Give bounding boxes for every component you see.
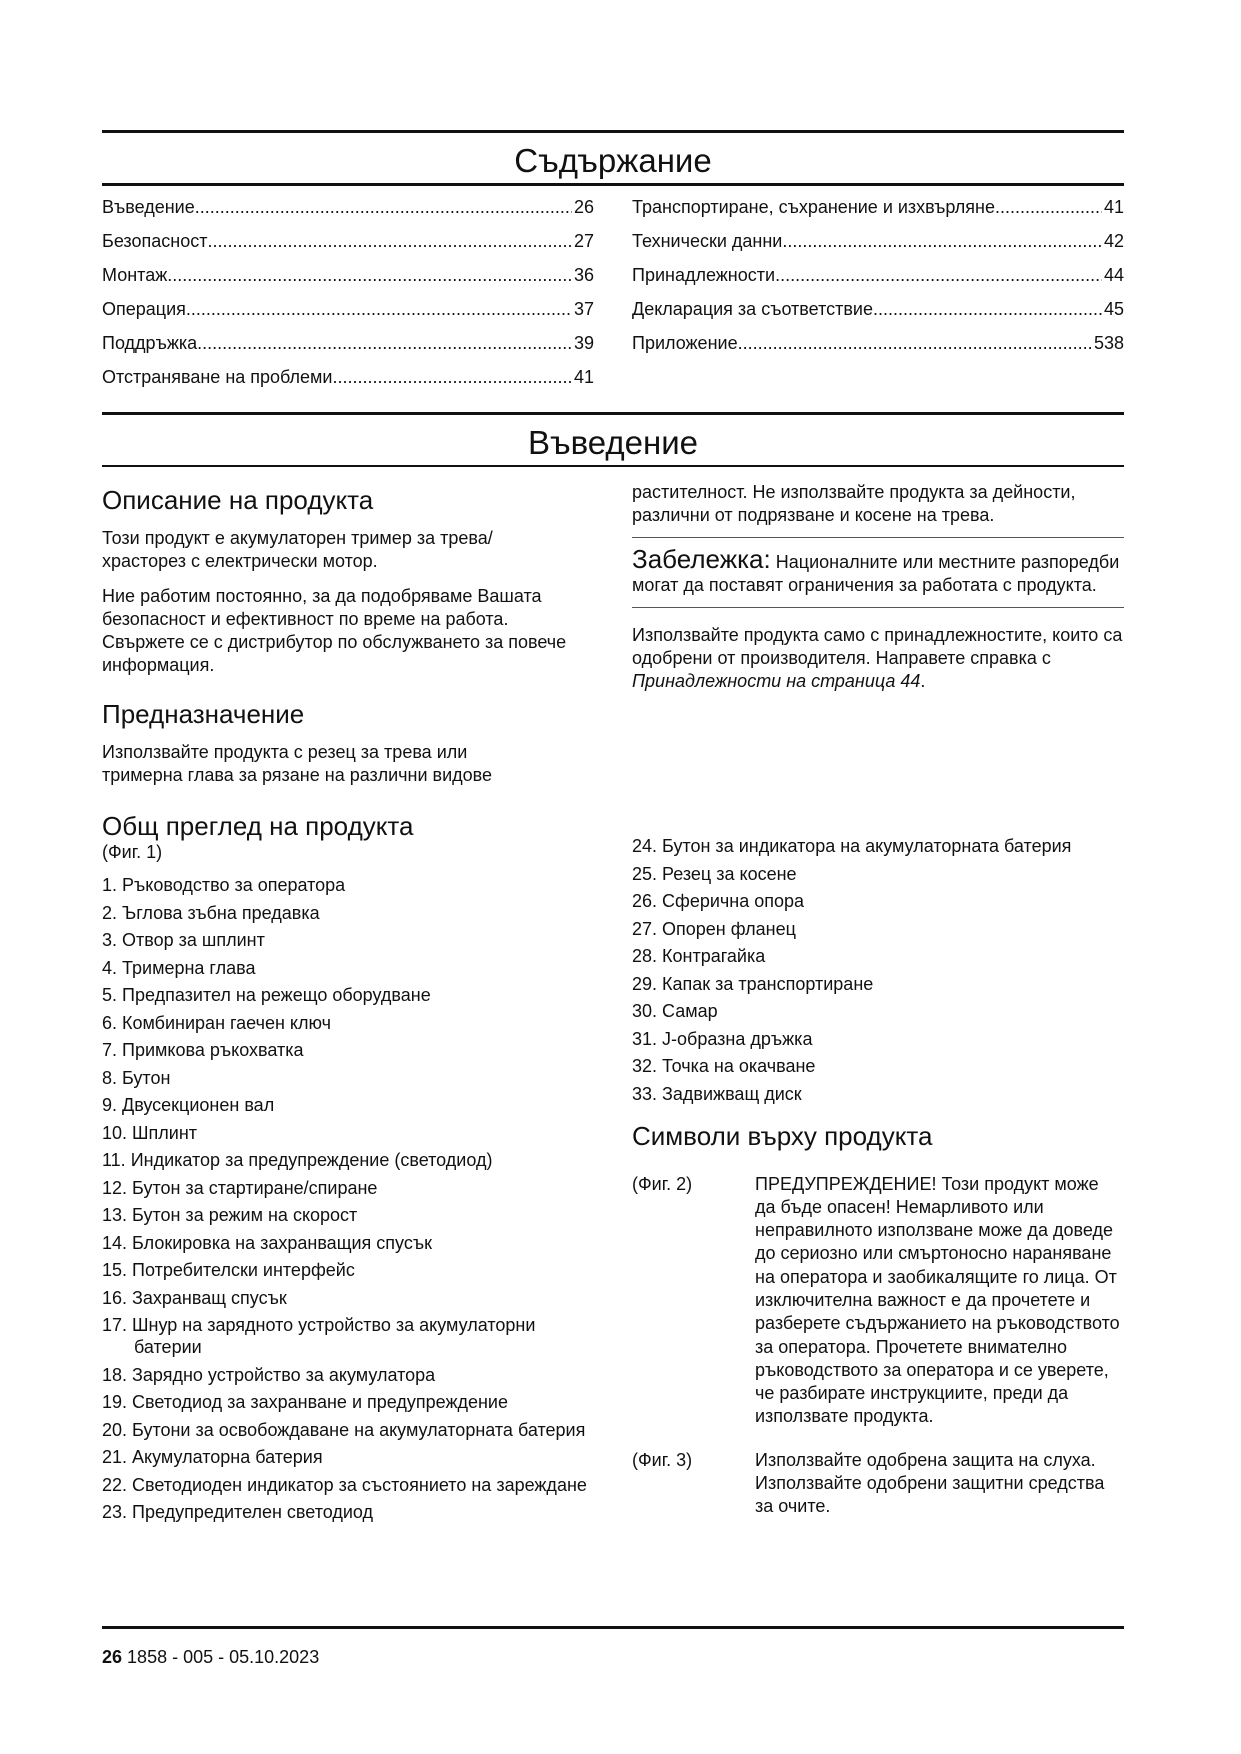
purpose-heading: Предназначение — [102, 699, 305, 729]
intro-upper-columns — [102, 481, 1124, 787]
symbol-fig-ref: (Фиг. 3) — [632, 1449, 693, 1470]
list-item: 11. Индикатор за предупреждение (светодиод) — [102, 1150, 493, 1170]
list-item: 19. Светодиод за захранване и предупреждение — [102, 1392, 509, 1412]
note-paragraph — [632, 544, 1124, 597]
footer-text — [102, 1647, 1124, 1668]
toc-page-number: 26 — [573, 196, 594, 217]
description-heading: Описание на продукта — [102, 485, 374, 515]
note-label: Забележка: — [632, 544, 771, 574]
page-footer — [102, 1626, 1124, 1668]
accessories-note: Използвайте продукта само с принадлежностите, които са одобрени от производителя. Направете справка с Принадлежности на страница 44. — [632, 625, 1123, 691]
list-item: 5. Предпазител на режещо оборудване — [102, 985, 431, 1005]
list-item: 9. Двусекционен вал — [102, 1095, 275, 1115]
list-item: 26. Сферична опора — [632, 891, 805, 911]
list-item: 17. Шнур на зарядното устройство за акумулаторни батерии — [102, 1315, 536, 1357]
overview-right-column — [632, 811, 1124, 1529]
list-item: 22. Светодиоден индикатор за състоянието на зареждане — [102, 1474, 587, 1495]
toc-entry-safety[interactable]: Безопасност ..... 27 — [102, 230, 594, 264]
toc-page-number: 538 — [1093, 332, 1124, 353]
purpose-paragraph: Използвайте продукта с резец за трева или тримерна глава за рязане на различни видове — [102, 742, 493, 785]
symbol-description: ПРЕДУПРЕЖДЕНИЕ! Този продукт може да бъде опасен! Немарливото или неправилното използване може да доведе до сериозно или смъртоносно нараняване на оператора и заобикалящите го лица. От изключителна важност е да прочетете и разберете съдържанието на ръководството за оператора. Прочетете внимателно ръководството за оператора и се уверете, че разбирате инструкциите, преди да използвате продукта. — [755, 1173, 1120, 1427]
list-item: 8. Бутон — [102, 1067, 171, 1088]
document-page — [102, 130, 1124, 1529]
list-item: 10. Шплинт — [102, 1122, 198, 1143]
symbols-heading: Символи върху продукта — [632, 1120, 933, 1151]
toc-top-rule — [102, 130, 1124, 133]
symbol-row — [632, 1449, 1124, 1519]
symbols-table — [632, 1173, 1124, 1519]
list-item: 27. Опорен фланец — [632, 918, 796, 939]
toc-page-number: 41 — [573, 366, 594, 387]
toc-page-number: 44 — [1103, 264, 1124, 285]
list-item: 33. Задвижващ диск — [632, 1083, 802, 1104]
overview-fig-ref: (Фиг. 1) — [102, 842, 163, 862]
toc-page-number: 42 — [1103, 230, 1124, 251]
toc-page-number: 37 — [573, 298, 594, 319]
accessories-link[interactable]: Принадлежности на страница 44 — [632, 671, 921, 691]
list-item: 31. J-образна дръжка — [632, 1028, 813, 1049]
list-item: 16. Захранващ спусък — [102, 1287, 287, 1308]
list-item: 4. Тримерна глава — [102, 957, 256, 978]
intro-lower-columns — [102, 811, 1124, 1529]
toc-page-number: 36 — [573, 264, 594, 285]
list-item: 23. Предупредителен светодиод — [102, 1502, 374, 1522]
description-paragraph-1: Този продукт е акумулаторен тример за трева/храсторез с електрически мотор. — [102, 528, 493, 571]
symbol-row — [632, 1173, 1124, 1429]
toc-entry-maintenance[interactable]: Поддръжка ..... 39 — [102, 332, 594, 366]
toc-page-number: 39 — [573, 332, 594, 353]
toc-entry-troubleshooting[interactable]: Отстраняване на проблеми ..... 41 — [102, 366, 594, 400]
intro-title: Въведение — [527, 423, 699, 461]
intro-right-column — [632, 481, 1124, 787]
toc-entry-appendix[interactable]: Приложение ..... 538 — [632, 332, 1124, 366]
toc-page-number: 45 — [1103, 298, 1124, 319]
intro-left-column — [102, 481, 594, 787]
note-text: Националните или местните разпоредби могат да поставят ограничения за работата с продукта. — [632, 552, 1120, 595]
list-item: 29. Капак за транспортиране — [632, 973, 874, 994]
toc-entry-assembly[interactable]: Монтаж ..... 36 — [102, 264, 594, 298]
overview-left-column — [102, 811, 594, 1529]
toc-page-number: 27 — [573, 230, 594, 251]
toc-entry-accessories[interactable]: Принадлежности ..... 44 — [632, 264, 1124, 298]
description-paragraph-2: Ние работим постоянно, за да подобряваме Вашата безопасност и ефективност по време на работа. Свържете се с дистрибутор по обслужването за повече информация. — [102, 586, 567, 675]
list-item: 6. Комбиниран гаечен ключ — [102, 1012, 331, 1033]
toc-entry-transport[interactable]: Транспортиране, съхранение и изхвърляне ..... 41 — [632, 196, 1124, 230]
overview-items-left — [102, 874, 594, 1523]
list-item: 32. Точка на окачване — [632, 1056, 816, 1076]
toc-entry-operation[interactable]: Операция ..... 37 — [102, 298, 594, 332]
list-item: 21. Акумулаторна батерия — [102, 1447, 323, 1467]
toc-entry-technical-data[interactable]: Технически данни ..... 42 — [632, 230, 1124, 264]
symbol-fig-ref: (Фиг. 2) — [632, 1173, 693, 1194]
list-item: 24. Бутон за индикатора на акумулаторната батерия — [632, 836, 1072, 856]
list-item: 18. Зарядно устройство за акумулатора — [102, 1364, 436, 1385]
toc-bottom-rule — [102, 183, 1124, 186]
toc-entry-declaration[interactable]: Декларация за съответствие ..... 45 — [632, 298, 1124, 332]
overview-heading: Общ преглед на продукта — [102, 811, 414, 841]
footer-rule — [102, 1626, 1124, 1629]
table-of-contents — [102, 196, 1124, 400]
list-item: 1. Ръководство за оператора — [102, 875, 346, 895]
list-item: 3. Отвор за шплинт — [102, 930, 265, 950]
toc-title: Съдържание — [514, 142, 712, 179]
toc-right-column — [632, 196, 1124, 400]
list-item: 7. Примкова ръкохватка — [102, 1040, 304, 1060]
toc-entry-introduction[interactable]: Въведение ..... 26 — [102, 196, 594, 230]
note-box — [632, 537, 1124, 608]
doc-reference: 1858 - 005 - 05.10.2023 — [127, 1647, 320, 1667]
list-item: 25. Резец за косене — [632, 863, 797, 884]
list-item: 28. Контрагайка — [632, 946, 766, 966]
intro-top-rule — [102, 412, 1124, 415]
toc-left-column — [102, 196, 594, 400]
intro-bottom-rule — [102, 465, 1124, 468]
list-item: 13. Бутон за режим на скорост — [102, 1205, 358, 1225]
list-item: 15. Потребителски интерфейс — [102, 1260, 355, 1280]
list-item: 2. Ъглова зъбна предавка — [102, 902, 320, 923]
purpose-paragraph-continued: растителност. Не използвайте продукта за дейности, различни от подрязване и косене на трева. — [632, 482, 1076, 525]
list-item: 30. Самар — [632, 1001, 718, 1021]
symbol-description: Използвайте одобрена защита на слуха. Използвайте одобрени защитни средства за очите. — [755, 1449, 1105, 1517]
list-item: 20. Бутони за освобождаване на акумулаторната батерия — [102, 1419, 586, 1440]
toc-page-number: 41 — [1103, 196, 1124, 217]
page-number: 26 — [102, 1647, 123, 1667]
overview-items-right — [632, 835, 1124, 1105]
list-item: 12. Бутон за стартиране/спиране — [102, 1177, 378, 1198]
list-item: 14. Блокировка на захранващия спусък — [102, 1232, 432, 1253]
